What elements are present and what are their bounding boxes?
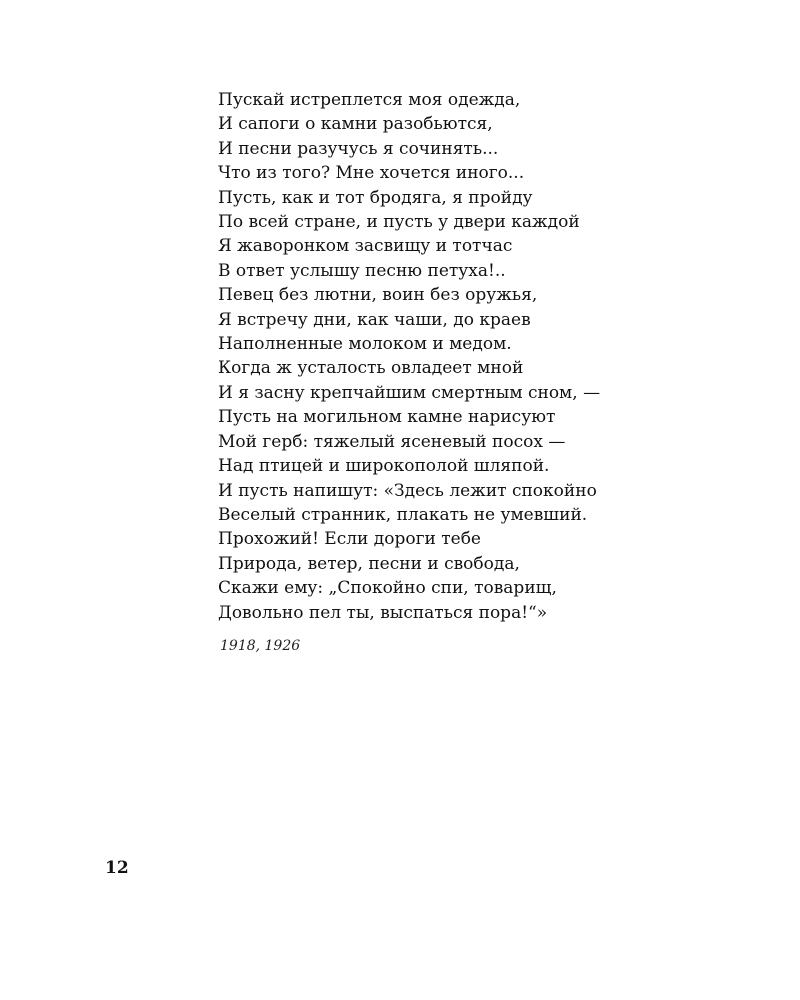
poem-line: И пусть напишут: «Здесь лежит спокойно (218, 480, 597, 501)
poem-line: Пусть на могильном камне нарисуют (218, 407, 556, 428)
poem-line: И я засну крепчайшим смертным сном, — (218, 382, 601, 403)
poem-line: Когда ж усталость овладеет мной (218, 358, 524, 379)
page-number: 12 (105, 858, 129, 878)
poem-line: Природа, ветер, песни и свобода, (218, 553, 520, 574)
poem-line: Что из того? Мне хочется иного... (218, 163, 525, 184)
poem-line: Скажи ему: „Спокойно спи, товарищ, (218, 578, 557, 599)
poem-line: Прохожий! Если дороги тебе (218, 529, 481, 550)
poem-line: Веселый странник, плакать не умевший. (218, 504, 588, 525)
poem-line: Я жаворонком засвищу и тотчас (218, 236, 513, 257)
poem-line: И сапоги о камни разобьются, (218, 114, 493, 135)
poem-line: Наполненные молоком и медом. (218, 334, 512, 355)
poem-line: Я встречу дни, как чаши, до краев (218, 309, 531, 330)
poem-line: В ответ услышу песню петуха!.. (218, 260, 506, 281)
poem-line: Пускай истреплется моя одежда, (218, 90, 521, 110)
poem-line: Над птицей и широкополой шляпой. (218, 456, 550, 477)
poem-line: По всей стране, и пусть у двери каждой (218, 212, 580, 233)
poem-line: Певец без лютни, воин без оружья, (218, 285, 538, 306)
poem-line: Мой герб: тяжелый ясеневый посох — (218, 431, 566, 452)
poem-line: Довольно пел ты, выспаться пора!“» (218, 602, 548, 623)
poem-line: Пусть, как и тот бродяга, я пройду (218, 187, 533, 208)
poem-line: И песни разучусь я сочинять... (218, 138, 499, 159)
poem-date: 1918, 1926 (220, 638, 301, 654)
poem-text (218, 88, 600, 625)
